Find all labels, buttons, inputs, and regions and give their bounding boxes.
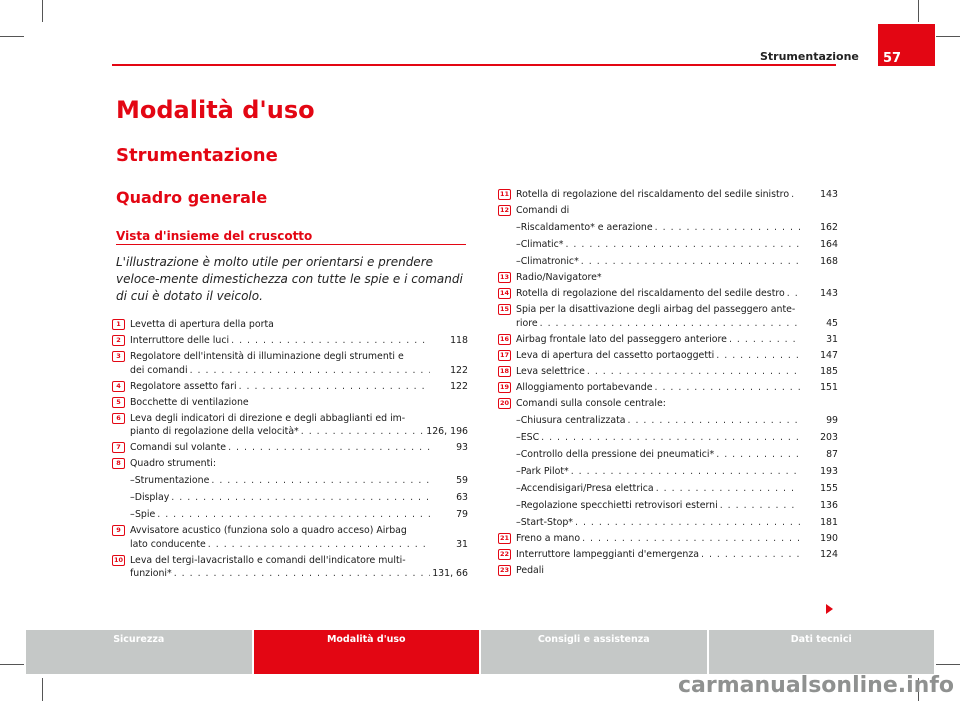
- item-label: riore: [516, 317, 538, 329]
- sub-item: [516, 516, 838, 530]
- page-ref[interactable]: 31: [826, 333, 838, 345]
- item-label: Interruttore lampeggianti d'emergenza: [516, 548, 699, 560]
- list-item: [498, 532, 838, 546]
- leader-dots: [587, 365, 800, 379]
- chapter-tabs: [26, 630, 934, 674]
- item-number-badge: 18: [499, 366, 510, 375]
- item-label: funzioni*: [130, 568, 172, 579]
- item-line: [516, 303, 838, 317]
- list-item: [112, 412, 468, 439]
- item-label: Avvisatore acustico (funziona solo a quadro acceso) Airbag: [130, 525, 407, 536]
- dash-bullet: –: [516, 239, 521, 250]
- list-item: [498, 548, 838, 562]
- leader-dots: [231, 334, 430, 348]
- item-label: Interruttore delle luci: [130, 335, 230, 346]
- item-line: [130, 457, 468, 471]
- item-label: Levetta di apertura della porta: [130, 319, 274, 330]
- list-item: [498, 287, 838, 301]
- list-item: [498, 188, 838, 202]
- leader-dots: [655, 221, 800, 235]
- sub-item-label: Park Pilot*: [520, 465, 569, 477]
- dash-bullet: –: [516, 414, 521, 426]
- dash-bullet: –: [516, 499, 521, 511]
- leader-dots: [701, 548, 800, 562]
- list-item: [498, 397, 838, 530]
- sub-item-label: Strumentazione: [134, 475, 210, 486]
- tab-label: Consigli e assistenza: [537, 634, 650, 645]
- item-number-badge: 2: [112, 335, 125, 346]
- leader-dots: [239, 380, 430, 394]
- item-label: Comandi di: [516, 205, 570, 216]
- item-line: [130, 396, 468, 410]
- sub-item: [516, 448, 838, 462]
- item-label: Rotella di regolazione del riscaldamento del sedile destro: [516, 288, 785, 299]
- item-line: [516, 548, 838, 562]
- item-label: Quadro strumenti:: [130, 458, 217, 469]
- page-number: 57: [878, 24, 935, 66]
- leader-dots: [541, 431, 800, 445]
- page-ref[interactable]: 131, 66: [432, 568, 468, 579]
- item-number-badge: 7: [112, 442, 125, 453]
- leader-dots: [729, 333, 800, 347]
- sub-item-label: Climatronic*: [520, 256, 579, 267]
- item-line: [130, 524, 468, 538]
- page-ref[interactable]: 45: [826, 317, 838, 329]
- list-item: [112, 457, 468, 522]
- item-number-badge: 13: [499, 273, 510, 281]
- item-label: lato conducente: [130, 538, 206, 550]
- dash-bullet: –: [516, 482, 521, 494]
- list-item: [112, 441, 468, 455]
- item-line: [130, 441, 468, 455]
- item-line: [130, 425, 468, 439]
- page-ref[interactable]: 143: [820, 189, 838, 200]
- sub-item: [516, 431, 838, 445]
- page-ref[interactable]: 79: [456, 509, 468, 520]
- leader-dots: [581, 255, 800, 269]
- page-ref[interactable]: 99: [826, 414, 838, 426]
- list-item: [498, 381, 838, 395]
- leader-dots: [301, 425, 425, 439]
- item-number-badge: 1: [112, 319, 125, 330]
- sub-item-label: Display: [134, 492, 170, 503]
- heading-rule: [116, 244, 466, 245]
- sub-item: [130, 508, 468, 522]
- sub-item-label: Regolazione specchietti retrovisori esterni: [520, 499, 718, 511]
- tab-dati-tecnici[interactable]: [709, 630, 935, 674]
- leader-dots: [157, 508, 430, 522]
- item-line: [130, 364, 468, 378]
- dash-bullet: –: [516, 465, 521, 477]
- list-item: [112, 524, 468, 551]
- item-line: [130, 350, 468, 364]
- list-item: [112, 334, 468, 348]
- item-label: Airbag frontale lato del passeggero anteriore: [516, 333, 727, 345]
- item-line: [130, 412, 468, 426]
- crop-mark: [42, 0, 43, 22]
- item-number-badge: 16: [499, 334, 510, 343]
- item-label: Leva del tergi-lavacristallo e comandi dell'indicatore multi-: [130, 554, 406, 566]
- list-item: [498, 333, 838, 347]
- page-ref[interactable]: 87: [826, 448, 838, 460]
- section-title: Strumentazione: [116, 145, 278, 166]
- leader-dots: [787, 287, 800, 301]
- item-number-badge: 9: [112, 525, 125, 536]
- item-number-badge: 8: [112, 458, 125, 469]
- item-number-badge: 12: [499, 206, 510, 214]
- leader-dots: [190, 364, 430, 378]
- item-label: Comandi sulla console centrale:: [516, 397, 666, 409]
- item-line: [516, 397, 838, 411]
- sub-item-label: Accendisigari/Presa elettrica: [520, 482, 654, 494]
- dash-bullet: –: [130, 492, 135, 503]
- item-line: [130, 538, 468, 552]
- item-line: [516, 365, 838, 379]
- continue-arrow-icon: [826, 604, 833, 614]
- leader-dots: [582, 532, 800, 546]
- item-number-badge: 14: [499, 289, 510, 297]
- item-number-badge: 10: [113, 555, 124, 564]
- item-label: Comandi sul volante: [130, 442, 227, 453]
- list-item: [112, 350, 468, 377]
- tab-label: Sicurezza: [113, 634, 165, 645]
- page-ref[interactable]: 122: [450, 364, 468, 376]
- leader-dots: [565, 238, 800, 252]
- page-ref[interactable]: 181: [820, 516, 838, 528]
- sub-item: [516, 414, 838, 428]
- item-label: Leva di apertura del cassetto portaoggetti: [516, 349, 715, 361]
- item-number-badge: 20: [499, 398, 510, 407]
- crop-mark: [0, 664, 24, 665]
- page-ref[interactable]: 124: [820, 548, 838, 560]
- page-ref[interactable]: 185: [820, 365, 838, 377]
- page-ref[interactable]: 155: [820, 482, 838, 494]
- tab-modalit-d-uso[interactable]: [254, 630, 480, 674]
- dash-bullet: –: [516, 431, 521, 443]
- page-ref[interactable]: 143: [820, 288, 838, 299]
- leader-dots: [540, 317, 800, 331]
- page-ref[interactable]: 164: [820, 239, 838, 250]
- chapter-title: Modalità d'uso: [116, 96, 315, 124]
- list-item: [112, 380, 468, 394]
- item-line: [130, 567, 468, 581]
- item-label: Leva selettrice: [516, 365, 585, 377]
- sub-item: [516, 221, 838, 235]
- item-label: Pedali: [516, 564, 544, 576]
- sub-item-label: Riscaldamento* e aerazione: [520, 222, 653, 233]
- dash-bullet: –: [516, 256, 521, 267]
- sub-item-label: Controllo della pressione dei pneumatici*: [520, 448, 715, 460]
- list-item: [112, 396, 468, 410]
- item-label: Radio/Navigatore*: [516, 272, 602, 283]
- item-line: [516, 333, 838, 347]
- item-line: [516, 532, 838, 546]
- page-ref[interactable]: 190: [820, 532, 838, 544]
- leader-dots: [716, 448, 800, 462]
- sub-item-label: Start-Stop*: [520, 516, 573, 528]
- header-rule: [112, 64, 836, 66]
- leader-dots: [211, 474, 430, 488]
- page-ref[interactable]: 126, 196: [426, 426, 468, 437]
- list-item: [498, 365, 838, 379]
- item-label: Bocchette di ventilazione: [130, 396, 249, 408]
- sub-item: [516, 499, 838, 513]
- crop-mark: [936, 36, 960, 37]
- list-item: [498, 204, 838, 269]
- item-line: [516, 188, 838, 202]
- item-number-badge: 23: [499, 565, 510, 574]
- item-line: [130, 318, 468, 332]
- page-ref[interactable]: 151: [820, 381, 838, 393]
- page-ref[interactable]: 136: [820, 499, 838, 511]
- list-item: [498, 564, 838, 578]
- dash-bullet: –: [130, 509, 135, 520]
- item-line: [516, 349, 838, 363]
- page-ref[interactable]: 168: [820, 256, 838, 267]
- leader-dots: [575, 516, 800, 530]
- sub-item: [516, 482, 838, 496]
- legend-list-left: [112, 318, 468, 583]
- item-line: [516, 381, 838, 395]
- crop-mark: [936, 664, 960, 665]
- sub-item: [516, 238, 838, 252]
- item-number-badge: 22: [499, 549, 510, 558]
- item-line: [130, 554, 468, 568]
- item-label: Spia per la disattivazione degli airbag del passeggero ante-: [516, 304, 796, 315]
- sub-item-label: Spie: [134, 509, 156, 520]
- subsection-title: Quadro generale: [116, 188, 268, 207]
- item-line: [130, 334, 468, 348]
- page-ref[interactable]: 59: [456, 475, 468, 486]
- tab-consigli-e-assistenza[interactable]: [481, 630, 707, 674]
- leader-dots: [720, 499, 800, 513]
- watermark: carmanualsonline.info: [678, 673, 954, 698]
- dash-bullet: –: [130, 475, 135, 486]
- item-label: Regolatore dell'intensità di illuminazione degli strumenti e: [130, 351, 404, 362]
- page-ref[interactable]: 93: [456, 442, 468, 453]
- list-item: [498, 349, 838, 363]
- page-ref[interactable]: 147: [820, 349, 838, 361]
- sub-item: [130, 474, 468, 488]
- page-ref[interactable]: 118: [450, 335, 468, 346]
- item-label: dei comandi: [130, 364, 188, 376]
- item-label: Leva degli indicatori di direzione e degli abbaglianti ed im-: [130, 412, 406, 424]
- item-line: [516, 287, 838, 301]
- item-line: [130, 380, 468, 394]
- item-label: Regolatore assetto fari: [130, 380, 237, 392]
- item-number-badge: 3: [112, 351, 125, 362]
- item-number-badge: 19: [499, 382, 510, 391]
- list-item: [498, 303, 838, 330]
- item-number-badge: 11: [499, 190, 510, 198]
- list-item: [112, 318, 468, 332]
- tab-label: Dati tecnici: [790, 634, 852, 645]
- item-number-badge: 4: [112, 381, 125, 392]
- header-title: Strumentazione: [760, 50, 859, 63]
- item-label: Rotella di regolazione del riscaldamento del sedile sinistro: [516, 189, 790, 200]
- list-item: [112, 554, 468, 581]
- dash-bullet: –: [516, 516, 521, 528]
- item-line: [516, 271, 838, 285]
- leader-dots: [656, 482, 800, 496]
- list-item: [498, 271, 838, 285]
- sub-item: [130, 491, 468, 505]
- page-ref[interactable]: 122: [450, 380, 468, 392]
- tab-sicurezza[interactable]: [26, 630, 252, 674]
- page-ref[interactable]: 162: [820, 222, 838, 233]
- leader-dots: [228, 441, 430, 455]
- page-ref[interactable]: 193: [820, 465, 838, 477]
- leader-dots: [571, 465, 800, 479]
- page-ref[interactable]: 63: [456, 492, 468, 503]
- page-ref[interactable]: 203: [820, 431, 838, 443]
- leader-dots: [627, 414, 800, 428]
- tab-label: Modalità d'uso: [326, 634, 406, 645]
- item-number-badge: 5: [112, 397, 125, 408]
- item-line: [516, 317, 838, 331]
- leader-dots: [716, 349, 800, 363]
- item-label: pianto di regolazione della velocità*: [130, 426, 299, 437]
- leader-dots: [208, 538, 430, 552]
- item-number-badge: 17: [499, 350, 510, 359]
- sub-item-label: Climatic*: [520, 239, 564, 250]
- item-number-badge: 6: [112, 413, 125, 424]
- item-label: Freno a mano: [516, 532, 581, 544]
- item-number-badge: 15: [499, 305, 510, 313]
- sub-item-label: Chiusura centralizzata: [520, 414, 626, 426]
- dash-bullet: –: [516, 448, 521, 460]
- leader-dots: [171, 491, 430, 505]
- dash-bullet: –: [516, 222, 521, 233]
- item-number-badge: 21: [499, 533, 510, 542]
- intro-text: L'illustrazione è molto utile per orientarsi e prendere veloce-mente dimestichezza con tutte le spie e i comandi di cui è dotato il veicolo.: [116, 255, 463, 303]
- crop-mark: [0, 36, 24, 37]
- sub-item: [516, 465, 838, 479]
- subsubsection-title: Vista d'insieme del cruscotto: [116, 229, 313, 243]
- crop-mark: [918, 0, 919, 22]
- item-line: [516, 204, 838, 218]
- item-label: Alloggiamento portabevande: [516, 381, 653, 393]
- page-ref[interactable]: 31: [456, 538, 468, 550]
- leader-dots: [654, 381, 800, 395]
- item-line: [516, 564, 838, 578]
- sub-item: [516, 255, 838, 269]
- leader-dots: [791, 188, 800, 202]
- crop-mark: [42, 678, 43, 701]
- sub-item-label: ESC: [520, 431, 540, 443]
- leader-dots: [174, 567, 430, 581]
- legend-list-right: [498, 188, 838, 580]
